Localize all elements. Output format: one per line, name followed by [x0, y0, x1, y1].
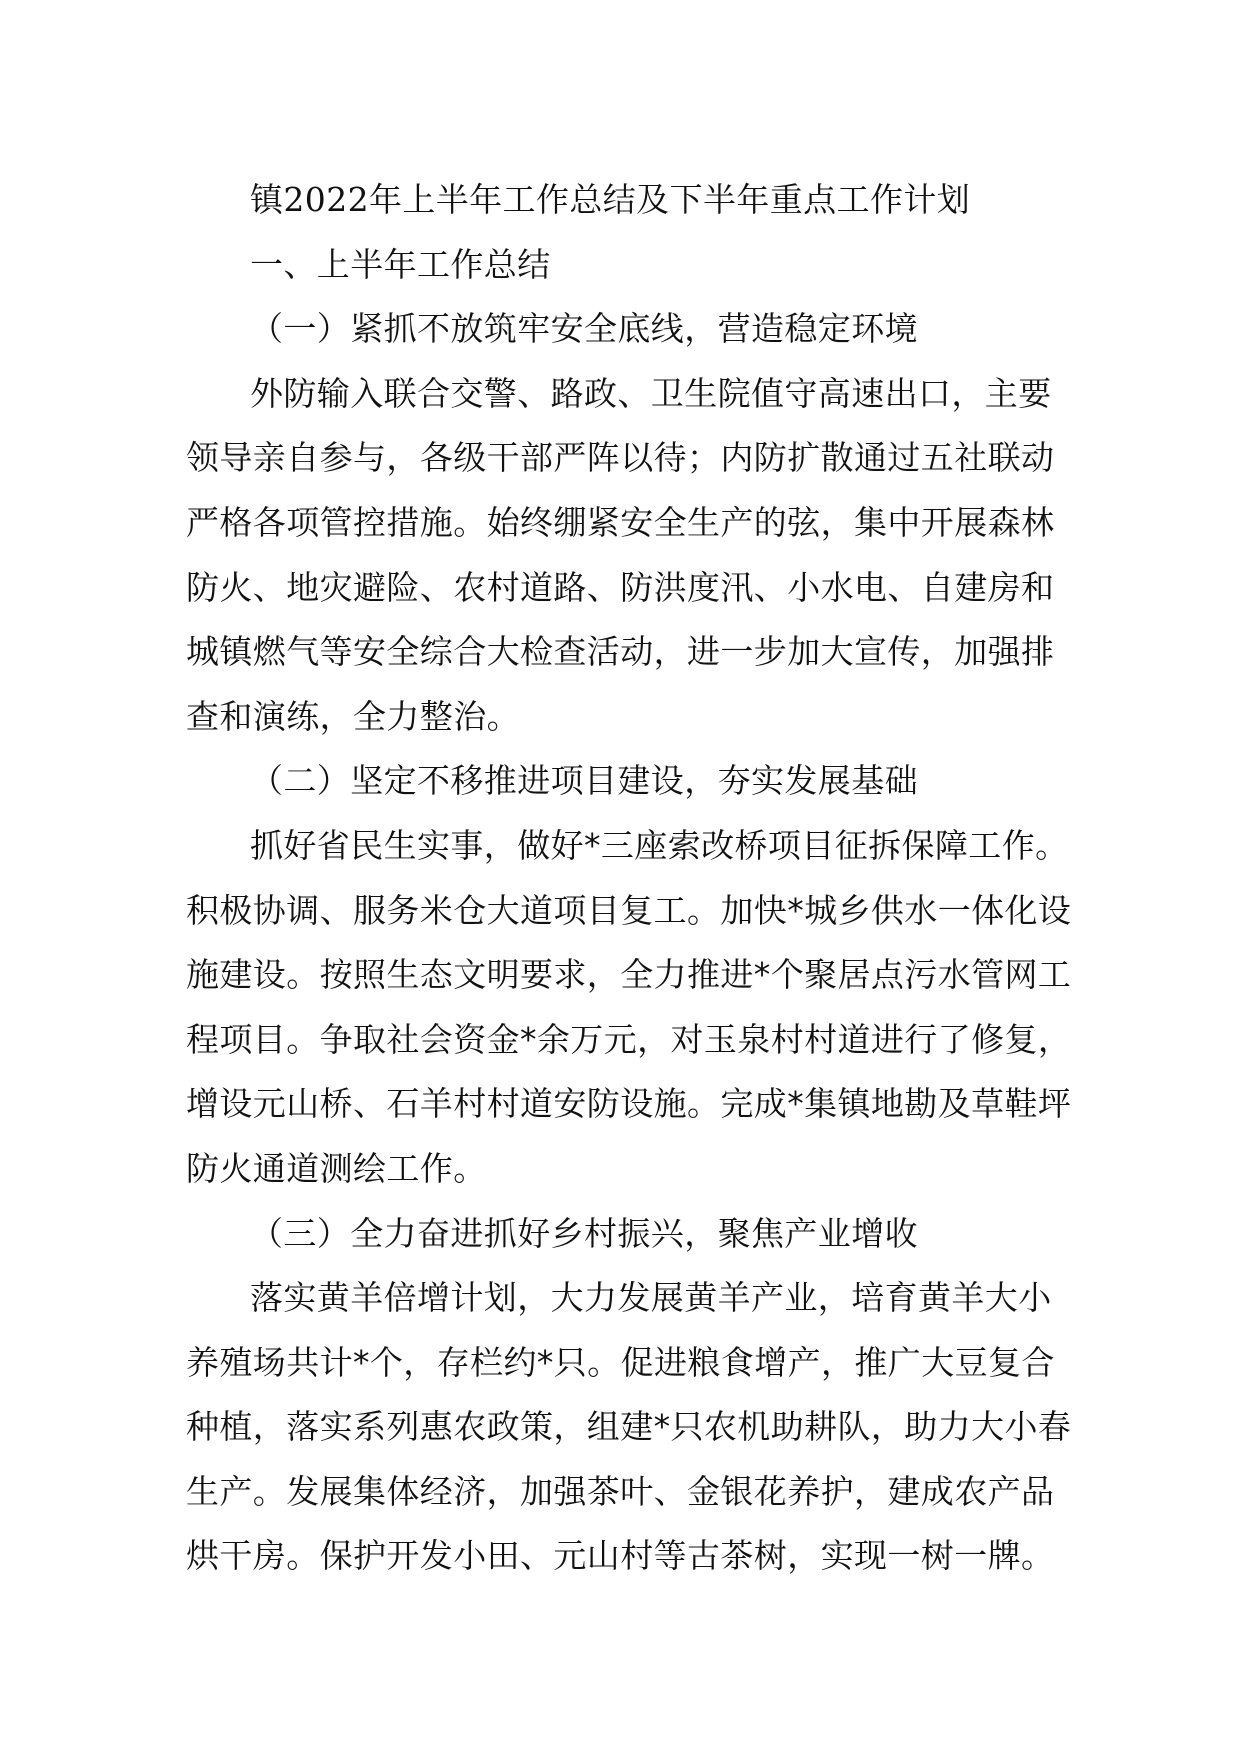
- paragraph-3: 落实黄羊倍增计划，大力发展黄羊产业，培育黄羊大小养殖场共计*个，存栏约*只。促进粮食增产，推广大豆复合种植，落实系列惠农政策，组建*只农机助耕队，助力大小春生产。发展集体经济，加强茶叶、金银花养护，建成农产品烘干房。保护开发小田、元山村等古茶树，实现一树一牌。: [186, 1278, 1072, 1576]
- subsection-heading-2: （二）坚定不移推进项目建设，夯实发展基础: [250, 761, 918, 801]
- subsection-heading-3: （三）全力奋进抓好乡村振兴，聚焦产业增收: [250, 1213, 918, 1253]
- document-title: 镇2022年上半年工作总结及下半年重点工作计划: [250, 180, 971, 219]
- subsection-heading-1: （一）紧抓不放筑牢安全底线，营造稳定环境: [250, 309, 918, 349]
- paragraph-1: 外防输入联合交警、路政、卫生院值守高速出口，主要领导亲自参与，各级干部严阵以待；内防扩散通过五社联动严格各项管控措施。始终绷紧安全生产的弦，集中开展森林防火、地灾避险、农村道路、防洪度汛、小水电、自建房和城镇燃气等安全综合大检查活动，进一步加大宣传，加强排查和演练，全力整治。: [186, 373, 1055, 736]
- paragraph-2: 抓好省民生实事，做好*三座索改桥项目征拆保障工作。积极协调、服务米仓大道项目复工。加快*城乡供水一体化设施建设。按照生态文明要求，全力推进*个聚居点污水管网工程项目。争取社会资金*余万元，对玉泉村村道进行了修复，增设元山桥、石羊村村道安防设施。完成*集镇地勘及草鞋坪防火通道测绘工作。: [186, 825, 1072, 1188]
- section-heading-1: 一、上半年工作总结: [250, 244, 551, 284]
- document-body: [186, 168, 1076, 1589]
